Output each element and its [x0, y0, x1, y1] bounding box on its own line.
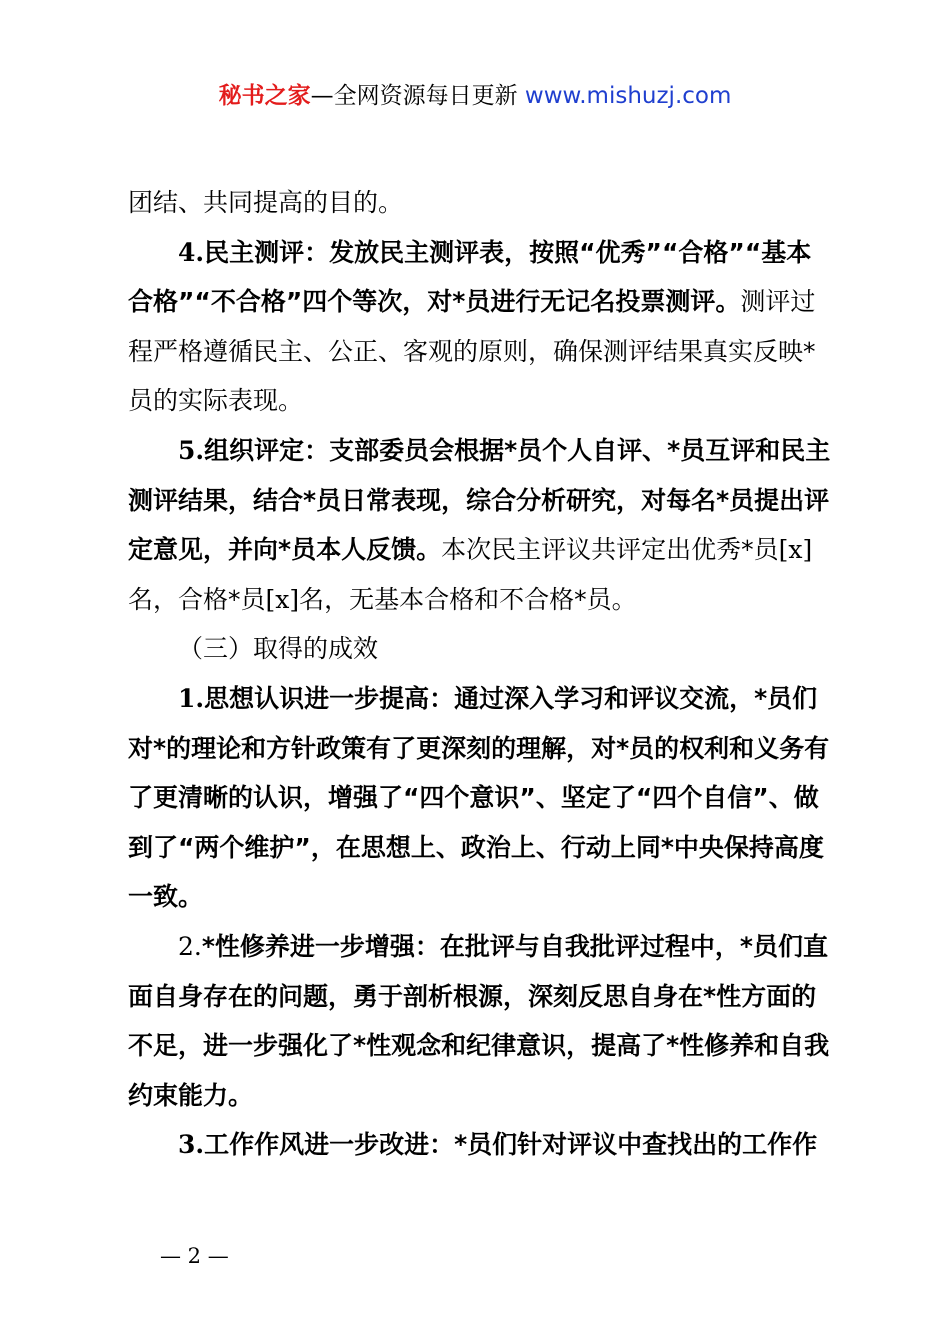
item-text: 工作作风进一步改进：*员们针对评议中查找出的工作作 [204, 1130, 818, 1160]
site-watermark-header [0, 80, 950, 112]
paragraph-text: 团结、共同提高的目的。 [128, 188, 404, 217]
placeholder-count-1: [x] [778, 535, 813, 565]
page-number: — 2 — [160, 1244, 229, 1268]
item-number: 3. [178, 1130, 205, 1160]
item-number: 4. [178, 237, 205, 267]
item-text-c: 名，无基本合格和不合格*员。 [299, 584, 637, 614]
paragraph-continuation [128, 178, 832, 228]
item-text-bold: 组织评定：支部委员会根据*员个人自评、*员互评和民主测评结果，结合*员日常表现，综合分析研究，对每名*员提出评定意见，并向*员本人反馈。 [128, 435, 831, 565]
paragraph-result-3 [128, 1120, 832, 1170]
item-number: 1. [178, 683, 205, 713]
section-heading [128, 624, 832, 674]
section-heading-text: （三）取得的成效 [178, 634, 379, 664]
item-text-regular: 测评过程严格遵循民主、公正、客观的原则，确保测评结果真实反映*员的实际表现。 [128, 287, 816, 416]
paragraph-result-1 [128, 674, 832, 922]
placeholder-count-2: [x] [265, 584, 300, 614]
paragraph-result-2 [128, 922, 832, 1120]
item-text-a: 本次民主评议共评定出优秀*员 [441, 535, 779, 565]
item-number: 2. [178, 931, 202, 961]
item-text-b: 名，合格*员 [128, 584, 266, 614]
item-text: *性修养进一步增强：在批评与自我批评过程中，*员们直面自身存在的问题，勇于剖析根源，深刻反思自身在*性方面的不足，进一步强化了*性观念和纪律意识，提高了*性修养和自我约束能力。 [128, 931, 830, 1110]
item-number: 5. [178, 435, 205, 465]
item-text: 民主测评：发放民主测评表，按照“优秀”“合格”“基本合格”“不合格”四个等次，对*员进行无记名投票测评。 [128, 237, 812, 317]
document-body [128, 178, 832, 1170]
brand-name: 秘书之家 [218, 83, 311, 109]
header-tagline: —全网资源每日更新 [310, 83, 525, 109]
paragraph-item-4 [128, 228, 832, 426]
site-url: www.mishuzj.com [524, 83, 732, 109]
item-text: 思想认识进一步提高：通过深入学习和评议交流，*员们对*的理论和方针政策有了更深刻的理解，对*员的权利和义务有了更清晰的认识，增强了“四个意识”、坚定了“四个自信”、做到了“两个维护”，在思想上、政治上、行动上同*中央保持高度一致。 [128, 683, 830, 912]
paragraph-item-5 [128, 426, 832, 624]
